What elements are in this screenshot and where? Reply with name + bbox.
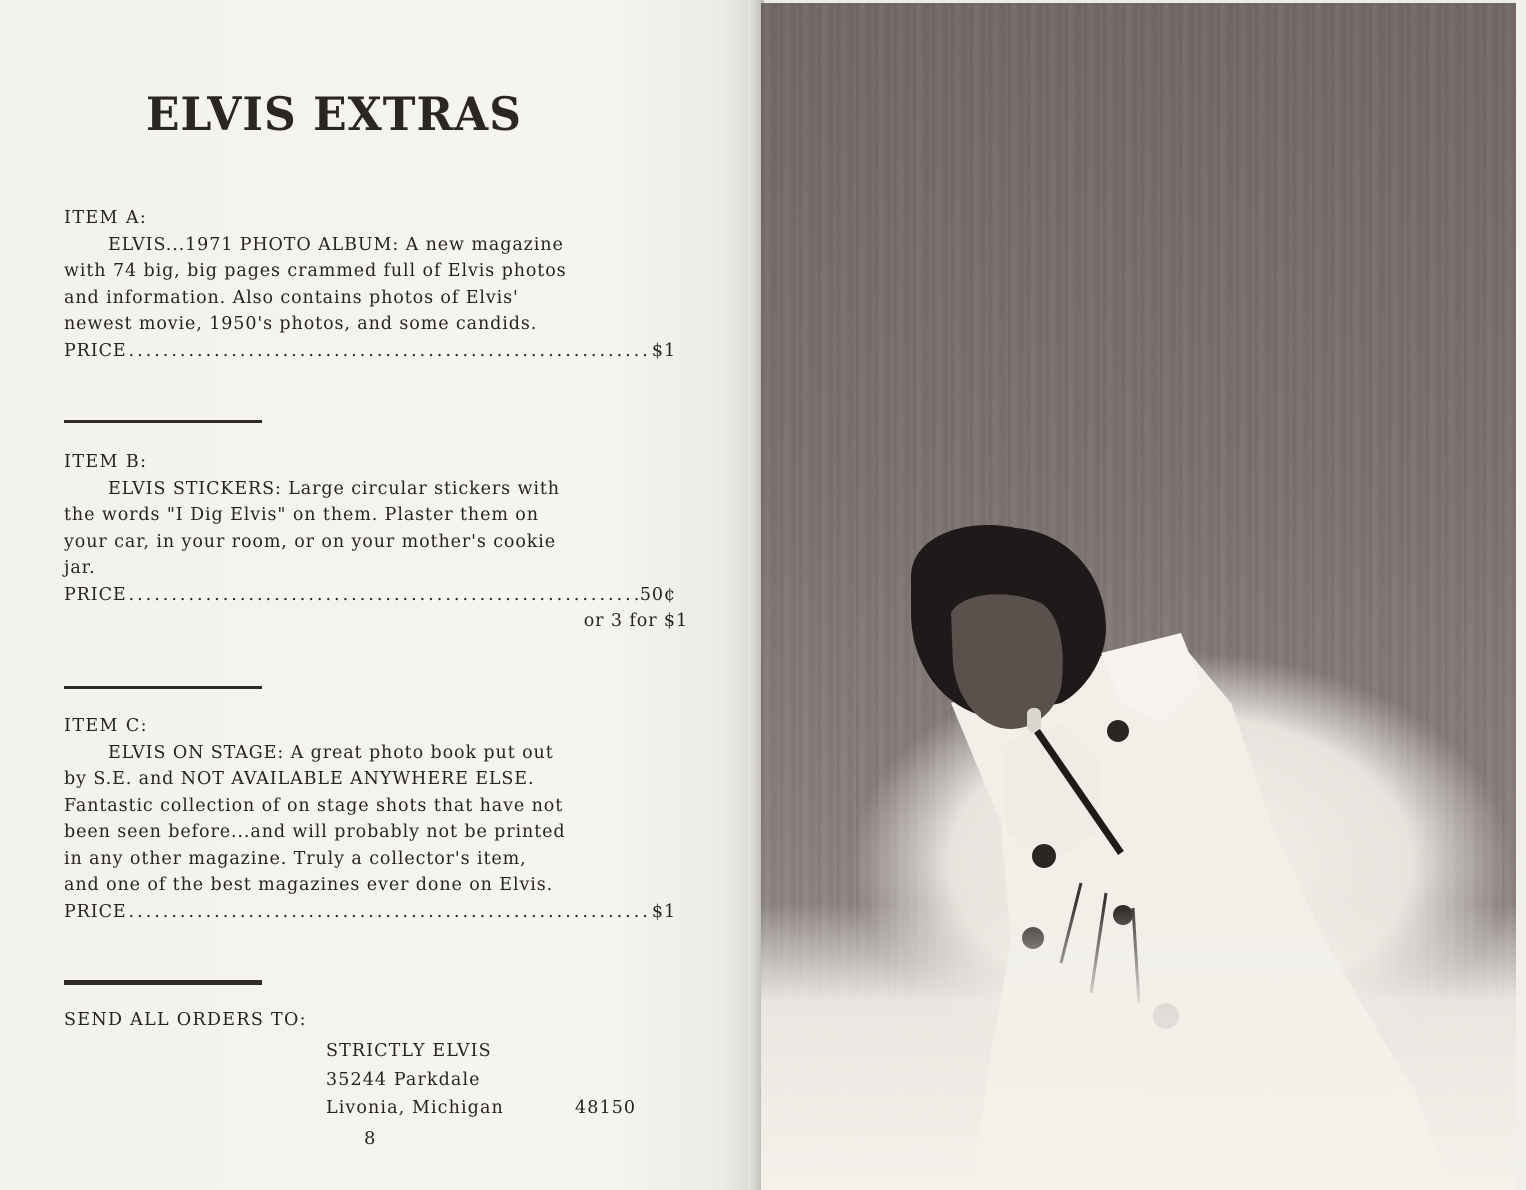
item-b-price-alt: or 3 for $1 — [583, 611, 688, 631]
item-a-price-label: PRICE — [64, 340, 127, 361]
item-c-line-3: Fantastic collection of on stage shots that have not — [64, 795, 564, 816]
order-address — [64, 1010, 637, 1118]
foreground-haze — [761, 903, 1516, 1190]
item-a-heading: ITEM A: — [64, 208, 148, 228]
microphone-head — [1027, 708, 1041, 732]
item-c-line-2: by S.E. and NOT AVAILABLE ANYWHERE ELSE. — [64, 769, 535, 789]
item-c-line-1: ELVIS ON STAGE: A great photo book put out — [108, 742, 554, 763]
page-number: 8 — [364, 1128, 376, 1149]
item-a-price-row — [64, 338, 676, 365]
item-b-price-row — [64, 582, 676, 609]
item-c-price-label: PRICE — [64, 901, 127, 922]
address-zip: 48150 — [575, 1098, 637, 1118]
jumpsuit-stud — [1032, 844, 1056, 868]
item-a-line-3: and information. Also contains photos of Elvis' — [64, 287, 519, 308]
item-c — [64, 713, 689, 925]
item-a-line-4: newest movie, 1950's photos, and some candids. — [64, 314, 538, 334]
divider-rule — [64, 980, 262, 985]
address-name: STRICTLY ELVIS — [326, 1041, 492, 1061]
item-a-price: $1 — [651, 340, 676, 361]
item-a — [64, 205, 689, 364]
item-c-price-row — [64, 899, 676, 926]
left-page — [0, 0, 760, 1190]
item-c-heading: ITEM C: — [64, 716, 148, 736]
item-b-line-1: ELVIS STICKERS: Large circular stickers with — [108, 478, 560, 499]
dot-leader — [129, 582, 638, 609]
item-b-price: 50¢ — [639, 584, 676, 605]
address-city: Livonia, Michigan — [326, 1098, 504, 1118]
divider-rule — [64, 420, 262, 423]
address-street: 35244 Parkdale — [326, 1069, 481, 1090]
orders-label: SEND ALL ORDERS TO: — [64, 1010, 307, 1030]
item-b — [64, 449, 689, 635]
item-b-line-3: your car, in your room, or on your mother's cookie — [64, 531, 557, 552]
photo-illustration — [761, 3, 1516, 1190]
item-b-line-4: jar. — [64, 558, 96, 578]
item-b-line-2: the words "I Dig Elvis" on them. Plaster them on — [64, 505, 539, 525]
elvis-stage-photo — [761, 3, 1516, 1190]
item-c-line-5: in any other magazine. Truly a collector's item, — [64, 848, 527, 869]
item-c-line-4: been seen before...and will probably not be printed — [64, 822, 566, 842]
page-title: ELVIS EXTRAS — [146, 88, 522, 142]
item-a-line-1: ELVIS...1971 PHOTO ALBUM: A new magazine — [108, 234, 564, 255]
right-page-edge — [1516, 0, 1526, 1190]
dot-leader — [129, 899, 650, 926]
item-b-heading: ITEM B: — [64, 452, 148, 472]
divider-rule — [64, 686, 262, 689]
item-c-line-6: and one of the best magazines ever done on Elvis. — [64, 875, 554, 895]
dot-leader — [129, 338, 650, 365]
item-c-price: $1 — [651, 901, 676, 922]
mailing-address — [326, 1037, 656, 1123]
item-a-line-2: with 74 big, big pages crammed full of Elvis photos — [64, 261, 567, 281]
item-b-price-label: PRICE — [64, 584, 127, 605]
jumpsuit-stud — [1107, 720, 1129, 742]
